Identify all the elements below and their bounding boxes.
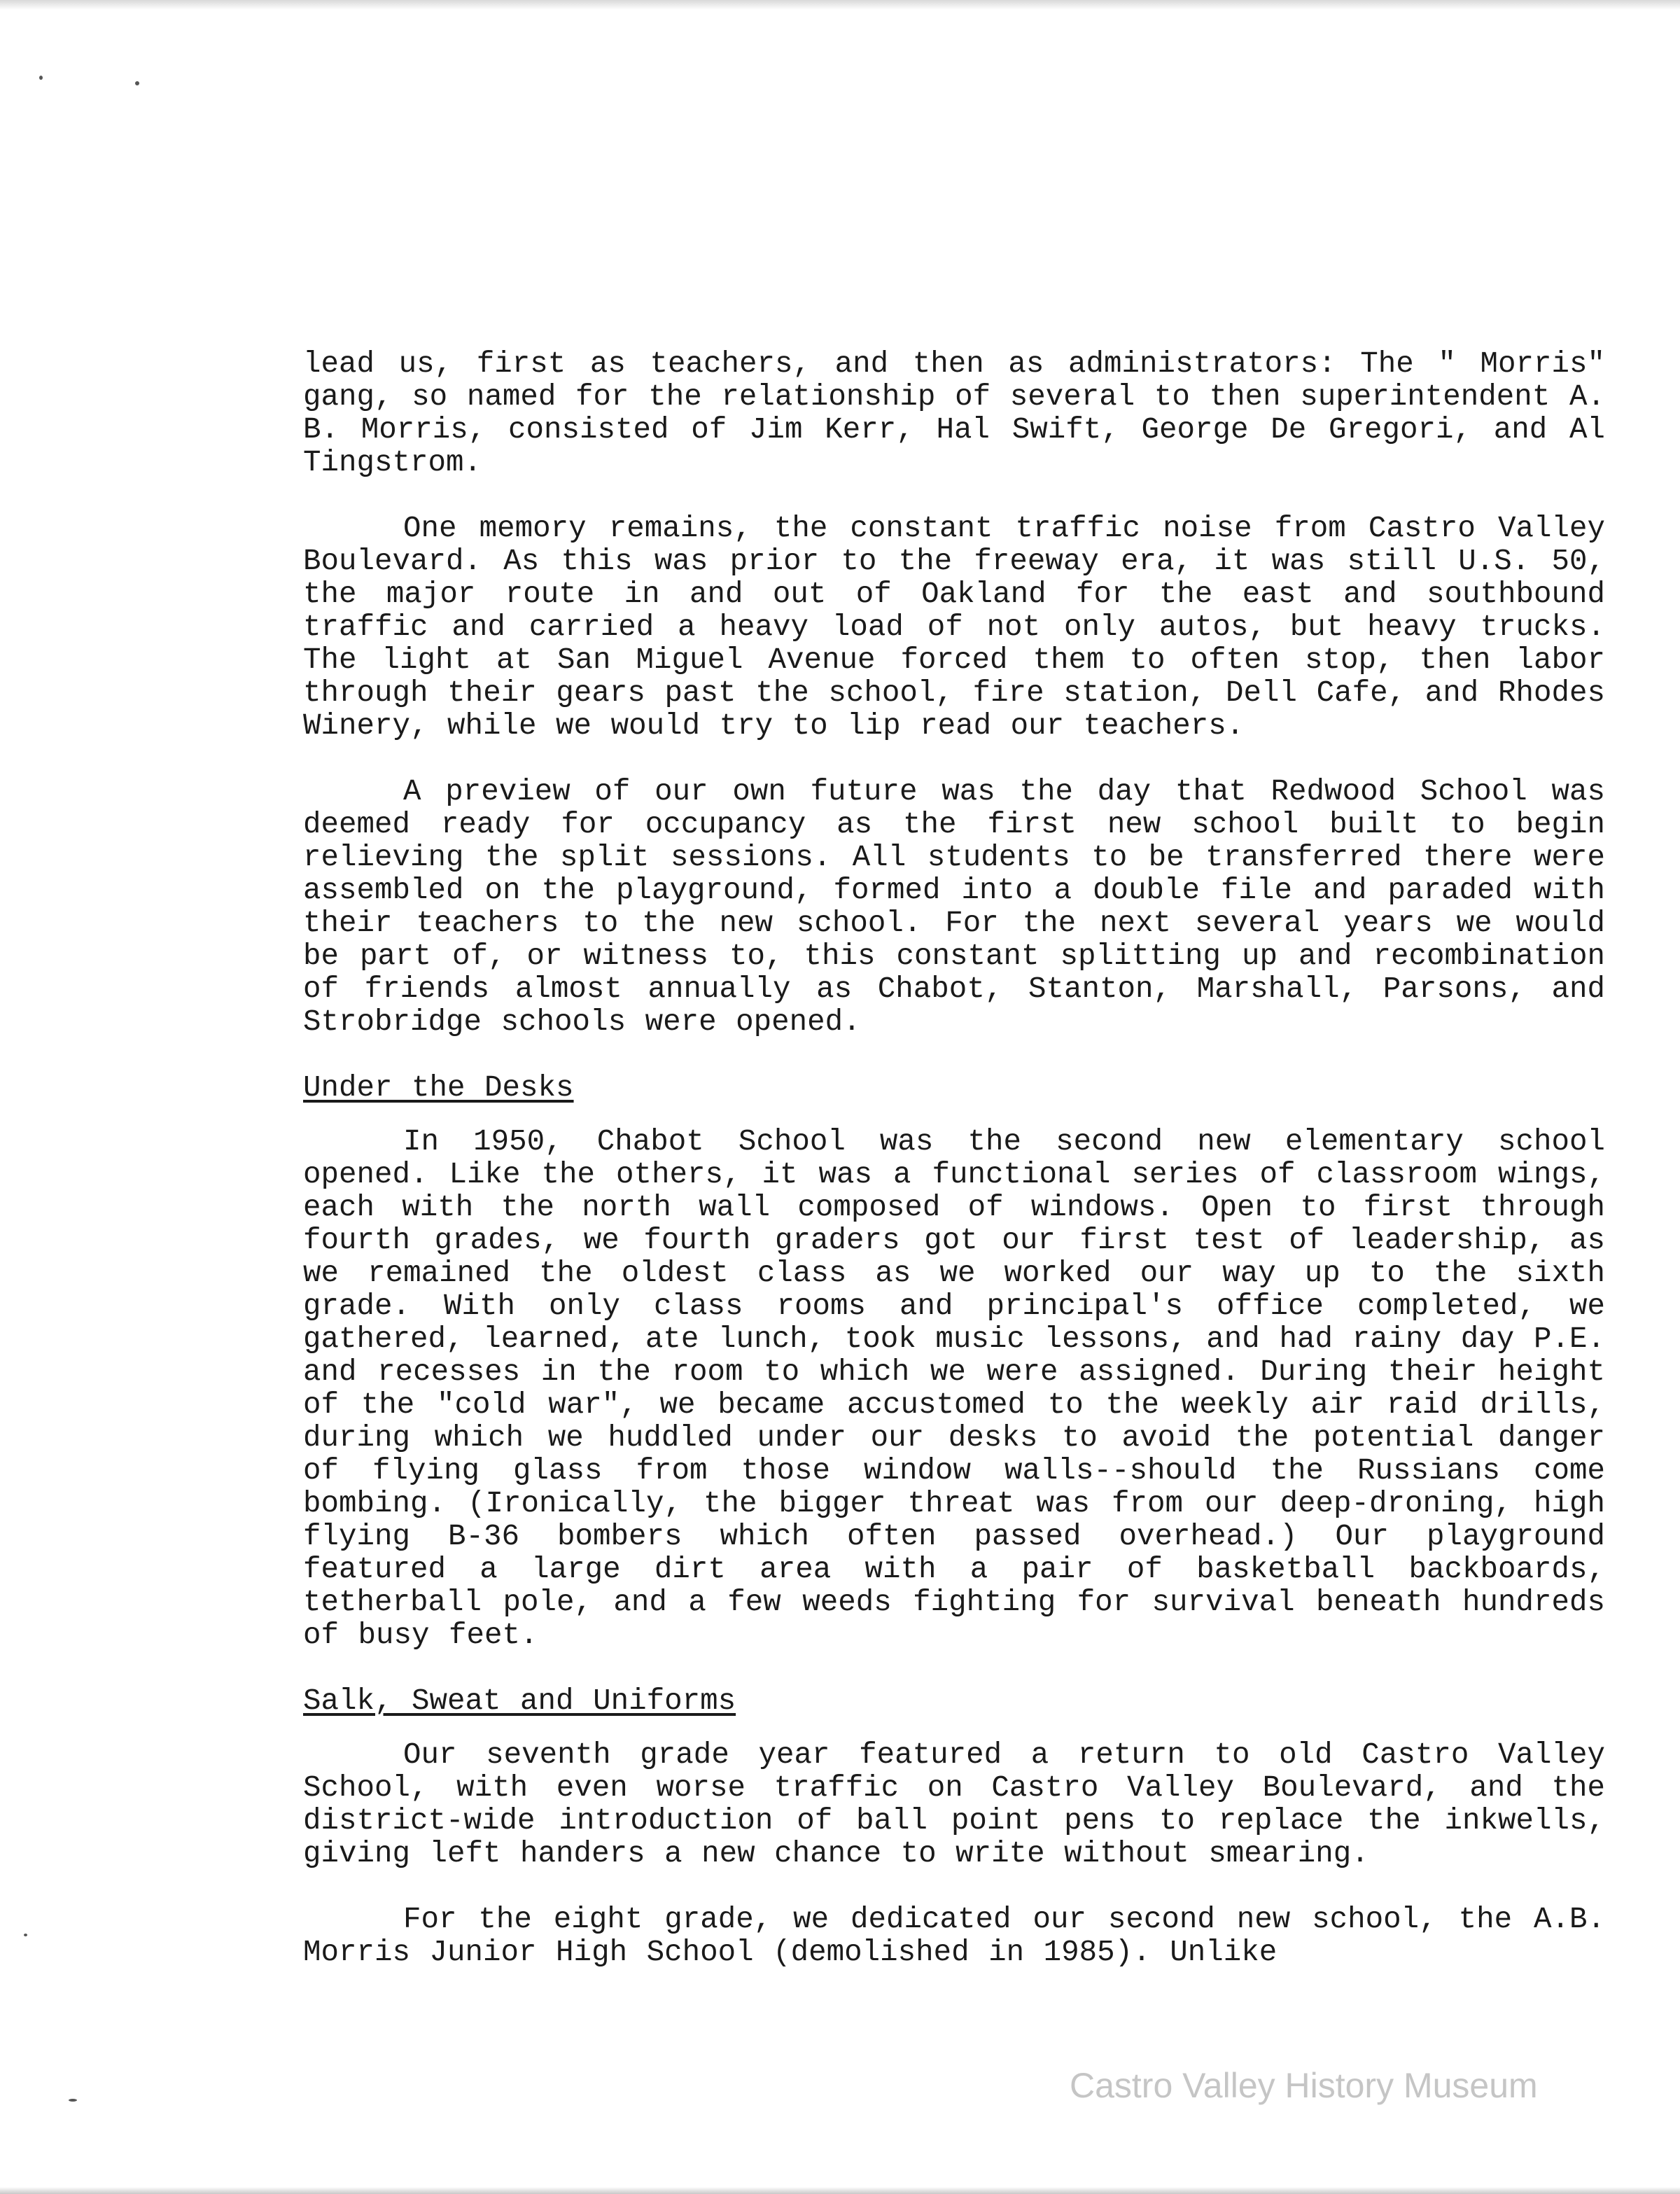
paragraph-1 (303, 348, 1605, 480)
scan-speck (24, 1934, 27, 1936)
scan-speck (69, 2099, 77, 2102)
scan-edge-bottom (0, 2187, 1680, 2194)
paragraph-text: lead us, first as teachers, and then as administrators: The " Morris" gang, so named for the relationship of several to then superintendent A. B. Morris, consisted of Jim Kerr, Hal Swift, George De Gregori, and Al Tingstrom. (303, 347, 1605, 480)
paragraph-text: A preview of our own future was the day that Redwood School was deemed ready for occupancy as the first new school built to begin relieving the split sessions. All students to be transferred there were assembled on the playground, formed into a double file and paraded with their teachers to the new school. For the next several years we would be part of, or witness to, this constant splitting up and recombination of friends almost annually as Chabot, Stanton, Marshall, Parsons, and Strobridge schools were opened. (303, 775, 1605, 1039)
scan-edge-top (0, 0, 1680, 10)
section-heading-salk-sweat-uniforms (303, 1685, 1605, 1718)
paragraph-text: Our seventh grade year featured a return to old Castro Valley School, with even worse traffic on Castro Valley Boulevard, and the district-wide introduction of ball point pens to replace the inkwells, giving left handers a new chance to write without smearing. (303, 1738, 1605, 1871)
paragraph-3 (303, 776, 1605, 1039)
scan-speck (39, 76, 43, 80)
paragraph-4 (303, 1126, 1605, 1652)
section-heading-under-the-desks (303, 1072, 1605, 1105)
paragraph-text: One memory remains, the constant traffic noise from Castro Valley Boulevard. As this was prior to the freeway era, it was still U.S. 50, the major route in and out of Oakland for the east and southbound traffic and carried a heavy load of not only autos, but heavy trucks. The light at San Miguel Avenue forced them to often stop, then labor through their gears past the school, fire station, Dell Cafe, and Rhodes Winery, while we would try to lip read our teachers. (303, 512, 1605, 743)
museum-watermark: Castro Valley History Museum (1070, 2066, 1538, 2105)
paragraph-text: For the eight grade, we dedicated our second new school, the A.B. Morris Junior High School (demolished in 1985). Unlike (303, 1903, 1605, 1969)
paragraph-6 (303, 1903, 1605, 1969)
paragraph-5 (303, 1739, 1605, 1871)
paragraph-text: In 1950, Chabot School was the second new elementary school opened. Like the others, it was a functional series of classroom wings, each with the north wall composed of windows. Open to first through fourth grades, we fourth graders got our first test of leadership, as we remained the oldest class as we worked our way up to the sixth grade. With only class rooms and principal's office completed, we gathered, learned, ate lunch, took music lessons, and had rainy day P.E. and recesses in the room to which we were assigned. During their height of the "cold war", we became accustomed to the weekly air raid drills, during which we huddled under our desks to avoid the potential danger of flying glass from those window walls--should the Russians come bombing. (Ironically, the bigger threat was from our deep-droning, high flying B-36 bombers which often passed overhead.) Our playground featured a large dirt area with a pair of basketball backboards, tetherball pole, and a few weeds fighting for survival beneath hundreds of busy feet. (303, 1125, 1605, 1652)
heading-text: Salk, Sweat and Uniforms (303, 1684, 736, 1718)
heading-text: Under the Desks (303, 1071, 574, 1105)
paragraph-2 (303, 512, 1605, 743)
scan-speck (135, 81, 139, 85)
document-body (303, 348, 1605, 2002)
